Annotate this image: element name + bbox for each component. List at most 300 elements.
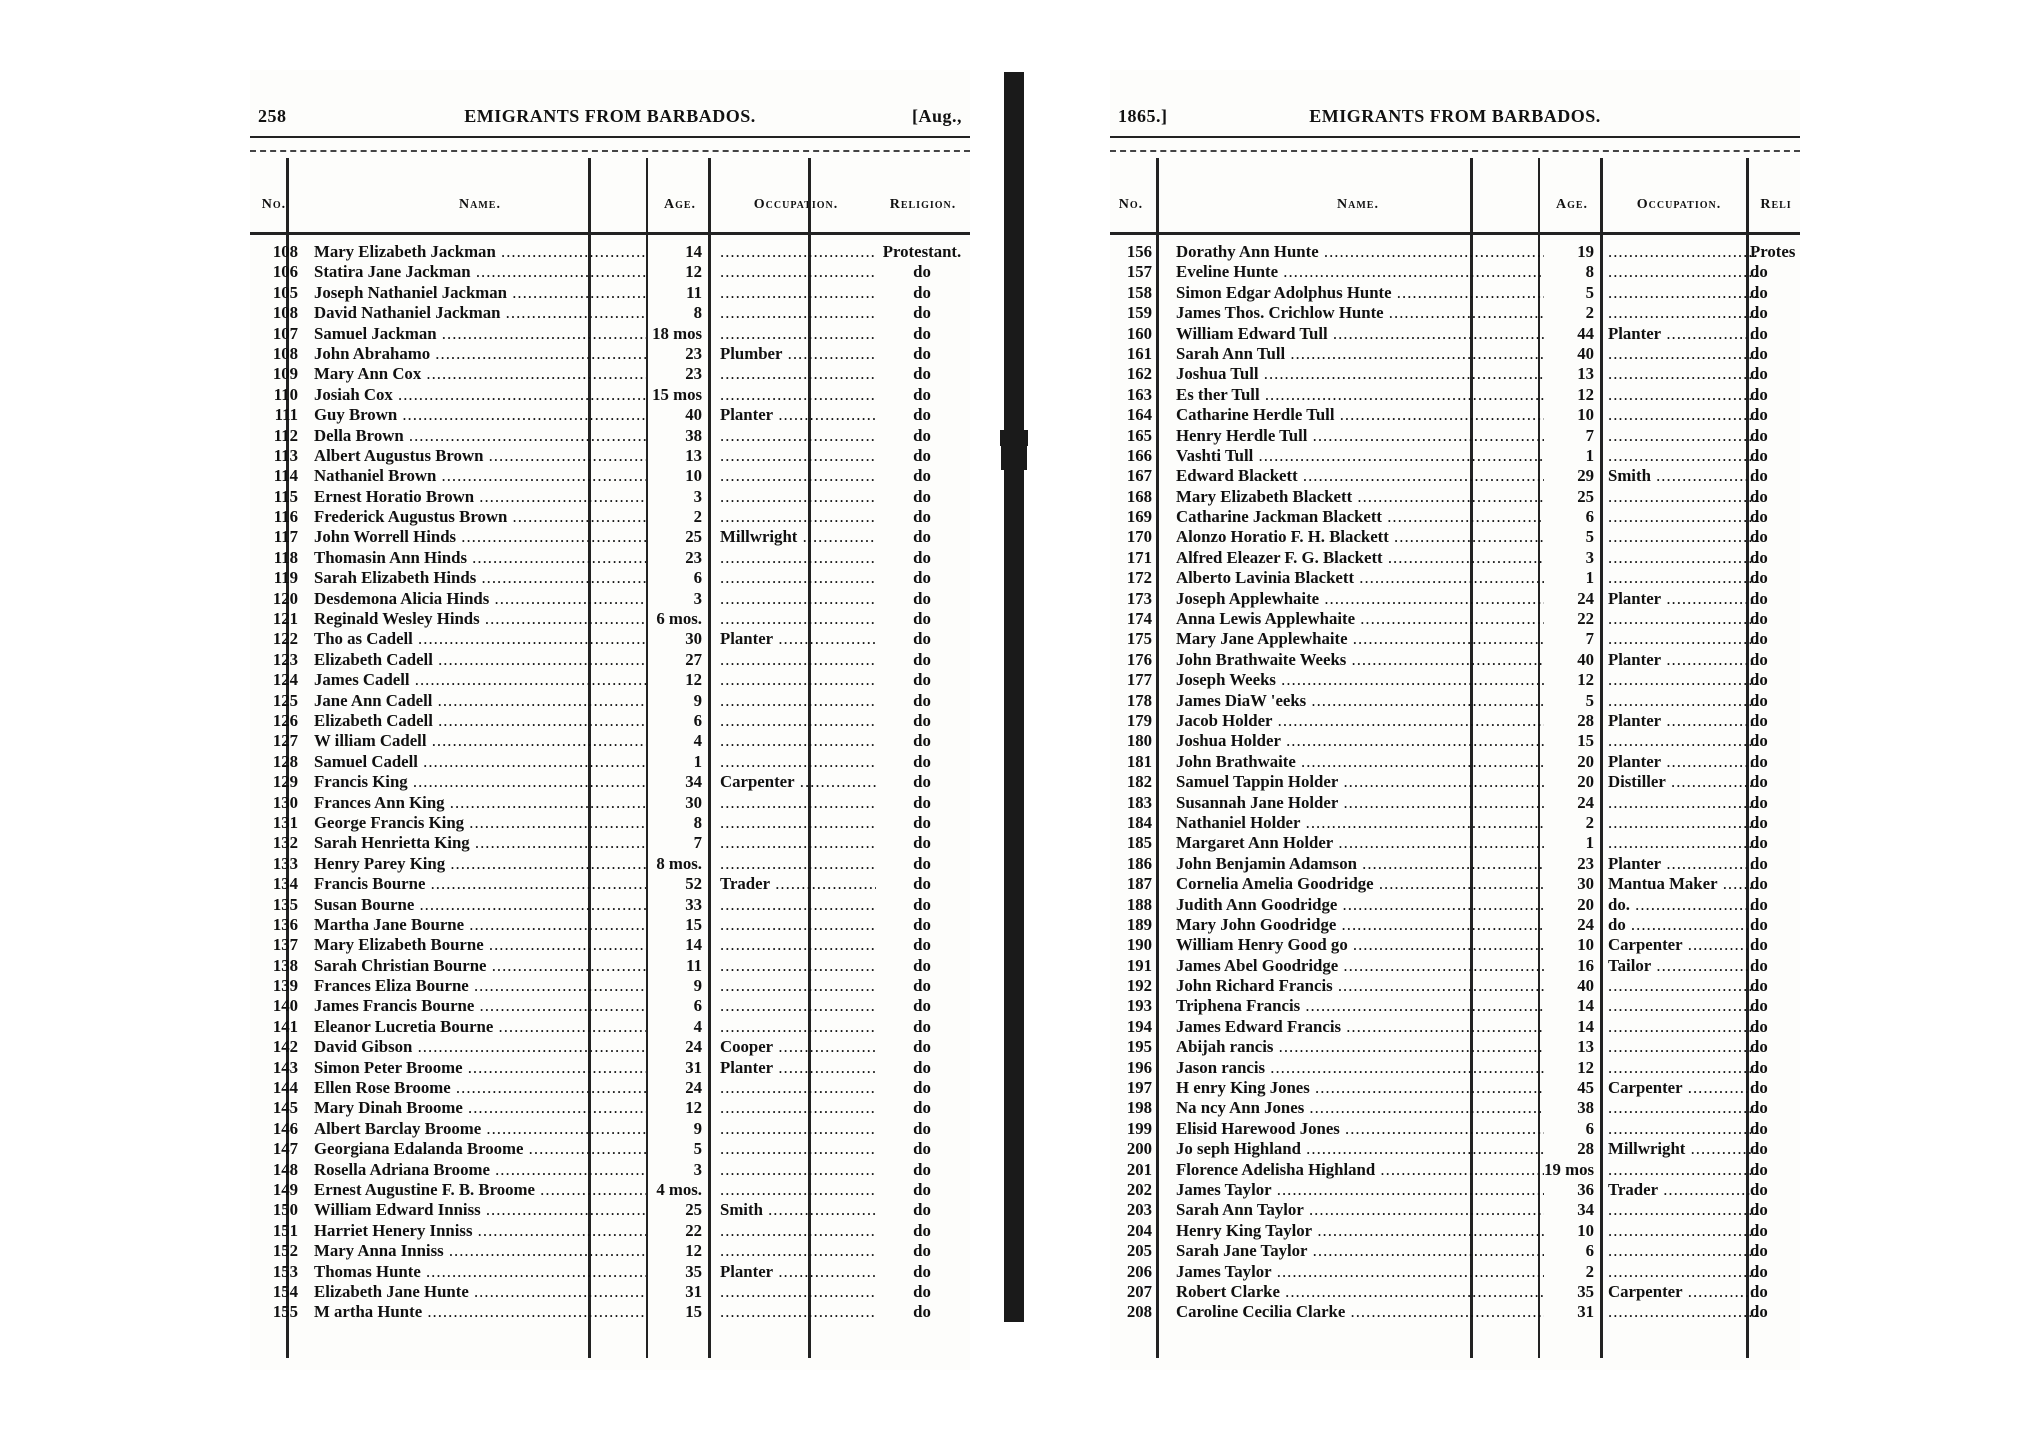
book-spine (1004, 72, 1024, 1322)
entry-occupation (720, 385, 876, 405)
entry-number: 198 (1126, 1098, 1152, 1118)
entry-number: 133 (272, 853, 298, 873)
table-row (1110, 1262, 1800, 1282)
entry-name: Francis Bourne ..... (314, 874, 646, 894)
entry-religion: do (1750, 1159, 1768, 1179)
entry-age: 40 (1577, 976, 1594, 996)
entry-religion: do (913, 772, 931, 792)
entry-number: 158 (1126, 282, 1152, 302)
entry-religion: do (1750, 1179, 1768, 1199)
entry-religion: do (913, 303, 931, 323)
entry-age: 12 (1577, 1057, 1594, 1077)
table-row (1110, 1200, 1800, 1220)
entry-occupation: Millwright ..... (1608, 1139, 1758, 1159)
table-row (250, 976, 970, 996)
header-no: No. (261, 197, 287, 212)
entry-name: Henry Herdle Tull ..... (1176, 426, 1544, 446)
entry-religion: do (913, 710, 931, 730)
entry-name: William Edward Inniss ..... (314, 1200, 646, 1220)
entry-age: 16 (1577, 955, 1594, 975)
left-page (250, 70, 970, 1370)
entry-religion: do (913, 976, 931, 996)
entry-religion: do (913, 466, 931, 486)
entry-number: 124 (272, 670, 298, 690)
entry-occupation (720, 813, 876, 833)
entry-religion: do (1750, 445, 1768, 465)
table-row (1110, 1098, 1800, 1118)
entry-number: 200 (1126, 1139, 1152, 1159)
table-row (1110, 833, 1800, 853)
table-row (250, 996, 970, 1016)
entry-occupation (720, 956, 876, 976)
entry-religion: do (913, 405, 931, 425)
entry-age: 24 (1577, 588, 1594, 608)
entry-religion: do (913, 609, 931, 629)
entry-religion: do (913, 1159, 931, 1179)
entry-number: 128 (272, 751, 298, 771)
entry-age: 9 (693, 690, 702, 710)
head-rule (250, 136, 970, 138)
table-row (250, 242, 970, 262)
entry-occupation (720, 242, 876, 262)
entry-name: Joseph Nathaniel Jackman ..... (314, 283, 646, 303)
table-row (250, 487, 970, 507)
entry-religion: do (913, 914, 931, 934)
entry-occupation (1608, 1037, 1758, 1057)
entry-religion: do (1750, 1057, 1768, 1077)
entry-age: 22 (685, 1220, 702, 1240)
spine-shadow-lower (1001, 440, 1027, 470)
entry-number: 160 (1126, 323, 1152, 343)
entry-name: William Henry Good go ..... (1176, 935, 1544, 955)
entry-age: 31 (1577, 1302, 1594, 1322)
entry-age: 14 (1577, 996, 1594, 1016)
table-row (1110, 303, 1800, 323)
entry-religion: do (913, 670, 931, 690)
entry-age: 2 (1585, 303, 1594, 323)
entry-religion: do (913, 955, 931, 975)
entry-religion: do (1750, 1118, 1768, 1138)
entry-occupation: Carpenter ..... (1608, 1078, 1758, 1098)
entry-religion: do (913, 935, 931, 955)
entry-religion: do (1750, 527, 1768, 547)
entry-age: 38 (1577, 1098, 1594, 1118)
entry-occupation (720, 1241, 876, 1261)
entry-religion: do (913, 1261, 931, 1281)
left-date-mark: [Aug., (911, 106, 962, 126)
entry-religion: Protes (1750, 242, 1796, 261)
entry-occupation (720, 976, 876, 996)
table-row (1110, 242, 1800, 262)
entry-age: 20 (1577, 751, 1594, 771)
entry-name: W illiam Cadell ..... (314, 731, 646, 751)
entry-religion: do (913, 282, 931, 302)
entry-religion: do (913, 629, 931, 649)
entry-name: Tho as Cadell ..... (314, 629, 646, 649)
table-row (1110, 1037, 1800, 1057)
entry-occupation (1608, 527, 1758, 547)
entry-name: Mary Ann Cox ..... (314, 364, 646, 384)
entry-religion: do (1750, 792, 1768, 812)
entry-religion: do (913, 1078, 931, 1098)
entry-number: 155 (272, 1302, 298, 1322)
entry-name: Ellen Rose Broome ..... (314, 1078, 646, 1098)
entry-name: John Abrahamo ..... (314, 344, 646, 364)
entry-occupation (1608, 976, 1758, 996)
entry-occupation: Planter ..... (1608, 854, 1758, 874)
entry-age: 15 (685, 914, 702, 934)
entry-age: 31 (685, 1057, 702, 1077)
entry-religion: do (1750, 486, 1768, 506)
entry-religion: do (913, 1139, 931, 1159)
entry-number: 191 (1126, 955, 1152, 975)
right-running-head (1118, 106, 1792, 136)
table-row (250, 772, 970, 792)
entry-age: 28 (1577, 710, 1594, 730)
entry-occupation: Trader ..... (1608, 1180, 1758, 1200)
entry-number: 176 (1126, 649, 1152, 669)
entry-number: 151 (272, 1220, 298, 1240)
entry-religion: do (1750, 996, 1768, 1016)
table-row (250, 1139, 970, 1159)
entry-number: 140 (272, 996, 298, 1016)
entry-occupation (720, 1160, 876, 1180)
entry-religion: do (1750, 731, 1768, 751)
entry-occupation (720, 262, 876, 282)
entry-religion: do (913, 507, 931, 527)
entry-name: John Benjamin Adamson ..... (1176, 854, 1544, 874)
header-age: Age. (1555, 197, 1589, 212)
entry-age: 11 (686, 955, 702, 975)
entry-name: Jason rancis ..... (1176, 1058, 1544, 1078)
entry-occupation (720, 996, 876, 1016)
entry-number: 113 (273, 445, 298, 465)
entry-occupation: Planter ..... (720, 405, 876, 425)
entry-number: 111 (274, 405, 298, 425)
table-row (250, 1078, 970, 1098)
entry-name: Francis King ..... (314, 772, 646, 792)
entry-age: 6 (1585, 507, 1594, 527)
entry-occupation (720, 507, 876, 527)
entry-religion: do (913, 323, 931, 343)
entry-number: 194 (1126, 1016, 1152, 1036)
entry-religion: do (913, 833, 931, 853)
entry-number: 159 (1126, 303, 1152, 323)
entry-occupation (720, 650, 876, 670)
head-rule (1110, 136, 1800, 138)
entry-name: Ernest Horatio Brown ..... (314, 487, 646, 507)
entry-name: Sarah Jane Taylor ..... (1176, 1241, 1544, 1261)
table-row (250, 752, 970, 772)
entry-religion: do (1750, 343, 1768, 363)
entry-number: 139 (272, 976, 298, 996)
entry-religion: do (1750, 772, 1768, 792)
table-row (1110, 446, 1800, 466)
entry-name: Alberto Lavinia Blackett ..... (1176, 568, 1544, 588)
header-religion: Religion. (889, 197, 957, 212)
entry-occupation (1608, 793, 1758, 813)
entry-age: 15 mos (652, 384, 702, 404)
entry-religion: do (913, 1200, 931, 1220)
entry-occupation (720, 833, 876, 853)
table-row (1110, 650, 1800, 670)
entry-number: 190 (1126, 935, 1152, 955)
entry-name: William Edward Tull ..... (1176, 324, 1544, 344)
entry-age: 20 (1577, 894, 1594, 914)
entry-occupation (1608, 1160, 1758, 1180)
table-row (250, 711, 970, 731)
entry-number: 143 (272, 1057, 298, 1077)
entry-age: 14 (1577, 1016, 1594, 1036)
entry-name: Judith Ann Goodridge ..... (1176, 895, 1544, 915)
entry-religion: do (1750, 935, 1768, 955)
entry-religion: do (913, 853, 931, 873)
entry-age: 23 (685, 364, 702, 384)
entry-number: 167 (1126, 466, 1152, 486)
entry-occupation (720, 426, 876, 446)
entry-age: 4 (693, 731, 702, 751)
entry-age: 2 (1585, 1261, 1594, 1281)
entry-religion: do (1750, 690, 1768, 710)
entry-occupation (720, 283, 876, 303)
entry-occupation (1608, 303, 1758, 323)
entry-number: 161 (1126, 343, 1152, 363)
entry-name: Margaret Ann Holder ..... (1176, 833, 1544, 853)
entry-number: 189 (1126, 914, 1152, 934)
entry-name: David Gibson ..... (314, 1037, 646, 1057)
entry-religion: do (913, 792, 931, 812)
entry-occupation: Plumber ..... (720, 344, 876, 364)
entry-age: 23 (685, 547, 702, 567)
entry-occupation (720, 568, 876, 588)
entry-occupation (1608, 670, 1758, 690)
entry-name: Martha Jane Bourne ..... (314, 915, 646, 935)
table-row (250, 1058, 970, 1078)
entry-age: 12 (685, 1098, 702, 1118)
entry-occupation: Cooper ..... (720, 1037, 876, 1057)
entry-age: 4 (693, 1016, 702, 1036)
entry-number: 203 (1126, 1200, 1152, 1220)
entry-religion: do (1750, 364, 1768, 384)
entry-name: Rosella Adriana Broome ..... (314, 1160, 646, 1180)
entry-name: Dorathy Ann Hunte ..... (1176, 242, 1544, 262)
entry-age: 13 (1577, 364, 1594, 384)
entry-occupation: Carpenter ..... (1608, 935, 1758, 955)
entry-name: H enry King Jones ..... (1176, 1078, 1544, 1098)
entry-name: John Richard Francis ..... (1176, 976, 1544, 996)
table-row (250, 874, 970, 894)
entry-age: 33 (685, 894, 702, 914)
entry-number: 196 (1126, 1057, 1152, 1077)
entry-religion: do (1750, 282, 1768, 302)
entry-number: 147 (272, 1139, 298, 1159)
entry-occupation (1608, 813, 1758, 833)
entry-number: 136 (272, 914, 298, 934)
table-row (250, 262, 970, 282)
entry-name: M artha Hunte ..... (314, 1302, 646, 1322)
table-row (250, 548, 970, 568)
table-row (250, 446, 970, 466)
entry-name: Elisid Harewood Jones ..... (1176, 1119, 1544, 1139)
entry-religion: do (1750, 1098, 1768, 1118)
table-row (1110, 895, 1800, 915)
entry-religion: do (1750, 1200, 1768, 1220)
entry-religion: do (913, 1037, 931, 1057)
entry-occupation (720, 1078, 876, 1098)
entry-number: 184 (1126, 812, 1152, 832)
entry-age: 40 (1577, 649, 1594, 669)
entry-name: James Taylor ..... (1176, 1262, 1544, 1282)
table-row (250, 385, 970, 405)
table-row (1110, 935, 1800, 955)
entry-religion: do (913, 1057, 931, 1077)
entry-name: Henry King Taylor ..... (1176, 1221, 1544, 1241)
entry-age: 6 (1585, 1118, 1594, 1138)
entry-number: 129 (272, 772, 298, 792)
entry-occupation (720, 303, 876, 323)
entry-name: Joshua Tull ..... (1176, 364, 1544, 384)
entry-age: 25 (685, 1200, 702, 1220)
entry-occupation (720, 609, 876, 629)
entry-name: Anna Lewis Applewhaite ..... (1176, 609, 1544, 629)
entry-name: James Cadell ..... (314, 670, 646, 690)
entry-age: 10 (1577, 405, 1594, 425)
right-page-number: 1865.] (1118, 106, 1168, 126)
entry-occupation (1608, 364, 1758, 384)
table-row (250, 426, 970, 446)
entry-number: 192 (1126, 976, 1152, 996)
entry-age: 30 (685, 792, 702, 812)
entry-number: 144 (272, 1078, 298, 1098)
table-row (250, 650, 970, 670)
entry-number: 180 (1126, 731, 1152, 751)
entry-occupation (1608, 242, 1758, 262)
entry-number: 117 (273, 527, 298, 547)
entry-religion: do (913, 547, 931, 567)
entry-occupation (720, 487, 876, 507)
entry-number: 175 (1126, 629, 1152, 649)
entry-name: Catharine Herdle Tull ..... (1176, 405, 1544, 425)
table-row (1110, 1241, 1800, 1261)
right-running-title: EMIGRANTS FROM BARBADOS. (1309, 106, 1601, 126)
entry-age: 5 (1585, 527, 1594, 547)
entry-age: 4 mos. (656, 1179, 702, 1199)
table-row (1110, 670, 1800, 690)
entry-name: Florence Adelisha Highland ..... (1176, 1160, 1544, 1180)
entry-name: Alonzo Horatio F. H. Blackett ..... (1176, 527, 1544, 547)
head-rule-dashed (250, 150, 970, 152)
entry-number: 170 (1126, 527, 1152, 547)
entry-number: 162 (1126, 364, 1152, 384)
entry-occupation (720, 1119, 876, 1139)
entry-number: 114 (273, 466, 298, 486)
entry-name: Susannah Jane Holder ..... (1176, 793, 1544, 813)
entry-name: Elizabeth Cadell ..... (314, 711, 646, 731)
entry-number: 108 (272, 303, 298, 323)
entry-number: 118 (273, 547, 298, 567)
entry-religion: do (1750, 1241, 1768, 1261)
entry-number: 134 (272, 874, 298, 894)
entry-religion: do (913, 588, 931, 608)
entry-occupation: Smith ..... (1608, 466, 1758, 486)
entry-occupation (1608, 691, 1758, 711)
entry-number: 201 (1126, 1159, 1152, 1179)
entry-religion: do (1750, 405, 1768, 425)
entry-religion: do (913, 343, 931, 363)
entry-name: Ernest Augustine F. B. Broome ..... (314, 1180, 646, 1200)
entry-age: 27 (685, 649, 702, 669)
entry-age: 25 (1577, 486, 1594, 506)
entry-name: Simon Peter Broome ..... (314, 1058, 646, 1078)
entry-religion: do (1750, 1261, 1768, 1281)
entry-occupation (720, 711, 876, 731)
table-row (1110, 793, 1800, 813)
entry-age: 1 (1585, 833, 1594, 853)
entry-occupation (720, 915, 876, 935)
entry-number: 186 (1126, 853, 1152, 873)
entry-name: Jacob Holder ..... (1176, 711, 1544, 731)
entry-age: 7 (693, 833, 702, 853)
table-row (1110, 364, 1800, 384)
left-running-head (258, 106, 962, 136)
entry-name: Frances Ann King ..... (314, 793, 646, 813)
entry-religion: do (1750, 853, 1768, 873)
table-row (1110, 976, 1800, 996)
entry-religion: do (1750, 1220, 1768, 1240)
entry-occupation (720, 854, 876, 874)
entry-age: 15 (685, 1302, 702, 1322)
table-row (1110, 1017, 1800, 1037)
entry-occupation (720, 548, 876, 568)
entry-name: Henry Parey King ..... (314, 854, 646, 874)
entry-occupation (1608, 283, 1758, 303)
entry-name: Mary Jane Applewhaite ..... (1176, 629, 1544, 649)
entry-occupation (1608, 1302, 1758, 1322)
entry-religion: do (913, 527, 931, 547)
table-row (1110, 854, 1800, 874)
entry-age: 13 (685, 445, 702, 465)
entry-age: 3 (1585, 547, 1594, 567)
entry-age: 8 (1585, 262, 1594, 282)
table-row (250, 1221, 970, 1241)
table-row (250, 303, 970, 323)
entry-religion: do (1750, 425, 1768, 445)
entry-number: 188 (1126, 894, 1152, 914)
entry-number: 135 (272, 894, 298, 914)
entry-occupation (1608, 731, 1758, 751)
entry-number: 146 (272, 1118, 298, 1138)
entry-name: John Worrell Hinds ..... (314, 527, 646, 547)
table-row (1110, 752, 1800, 772)
header-occupation: Occupation. (753, 197, 839, 212)
entry-number: 193 (1126, 996, 1152, 1016)
table-row (1110, 1058, 1800, 1078)
entry-name: Mary John Goodridge ..... (1176, 915, 1544, 935)
table-row (1110, 691, 1800, 711)
entry-age: 28 (1577, 1139, 1594, 1159)
entry-age: 52 (685, 874, 702, 894)
entry-number: 116 (273, 507, 298, 527)
table-row (1110, 629, 1800, 649)
entry-religion: do (913, 1179, 931, 1199)
table-row (1110, 609, 1800, 629)
header-rule (250, 232, 970, 235)
entry-religion: do (1750, 914, 1768, 934)
header-name: Name. (459, 197, 501, 212)
entry-name: Joshua Holder ..... (1176, 731, 1544, 751)
entry-occupation (1608, 833, 1758, 853)
entry-religion: do (913, 996, 931, 1016)
